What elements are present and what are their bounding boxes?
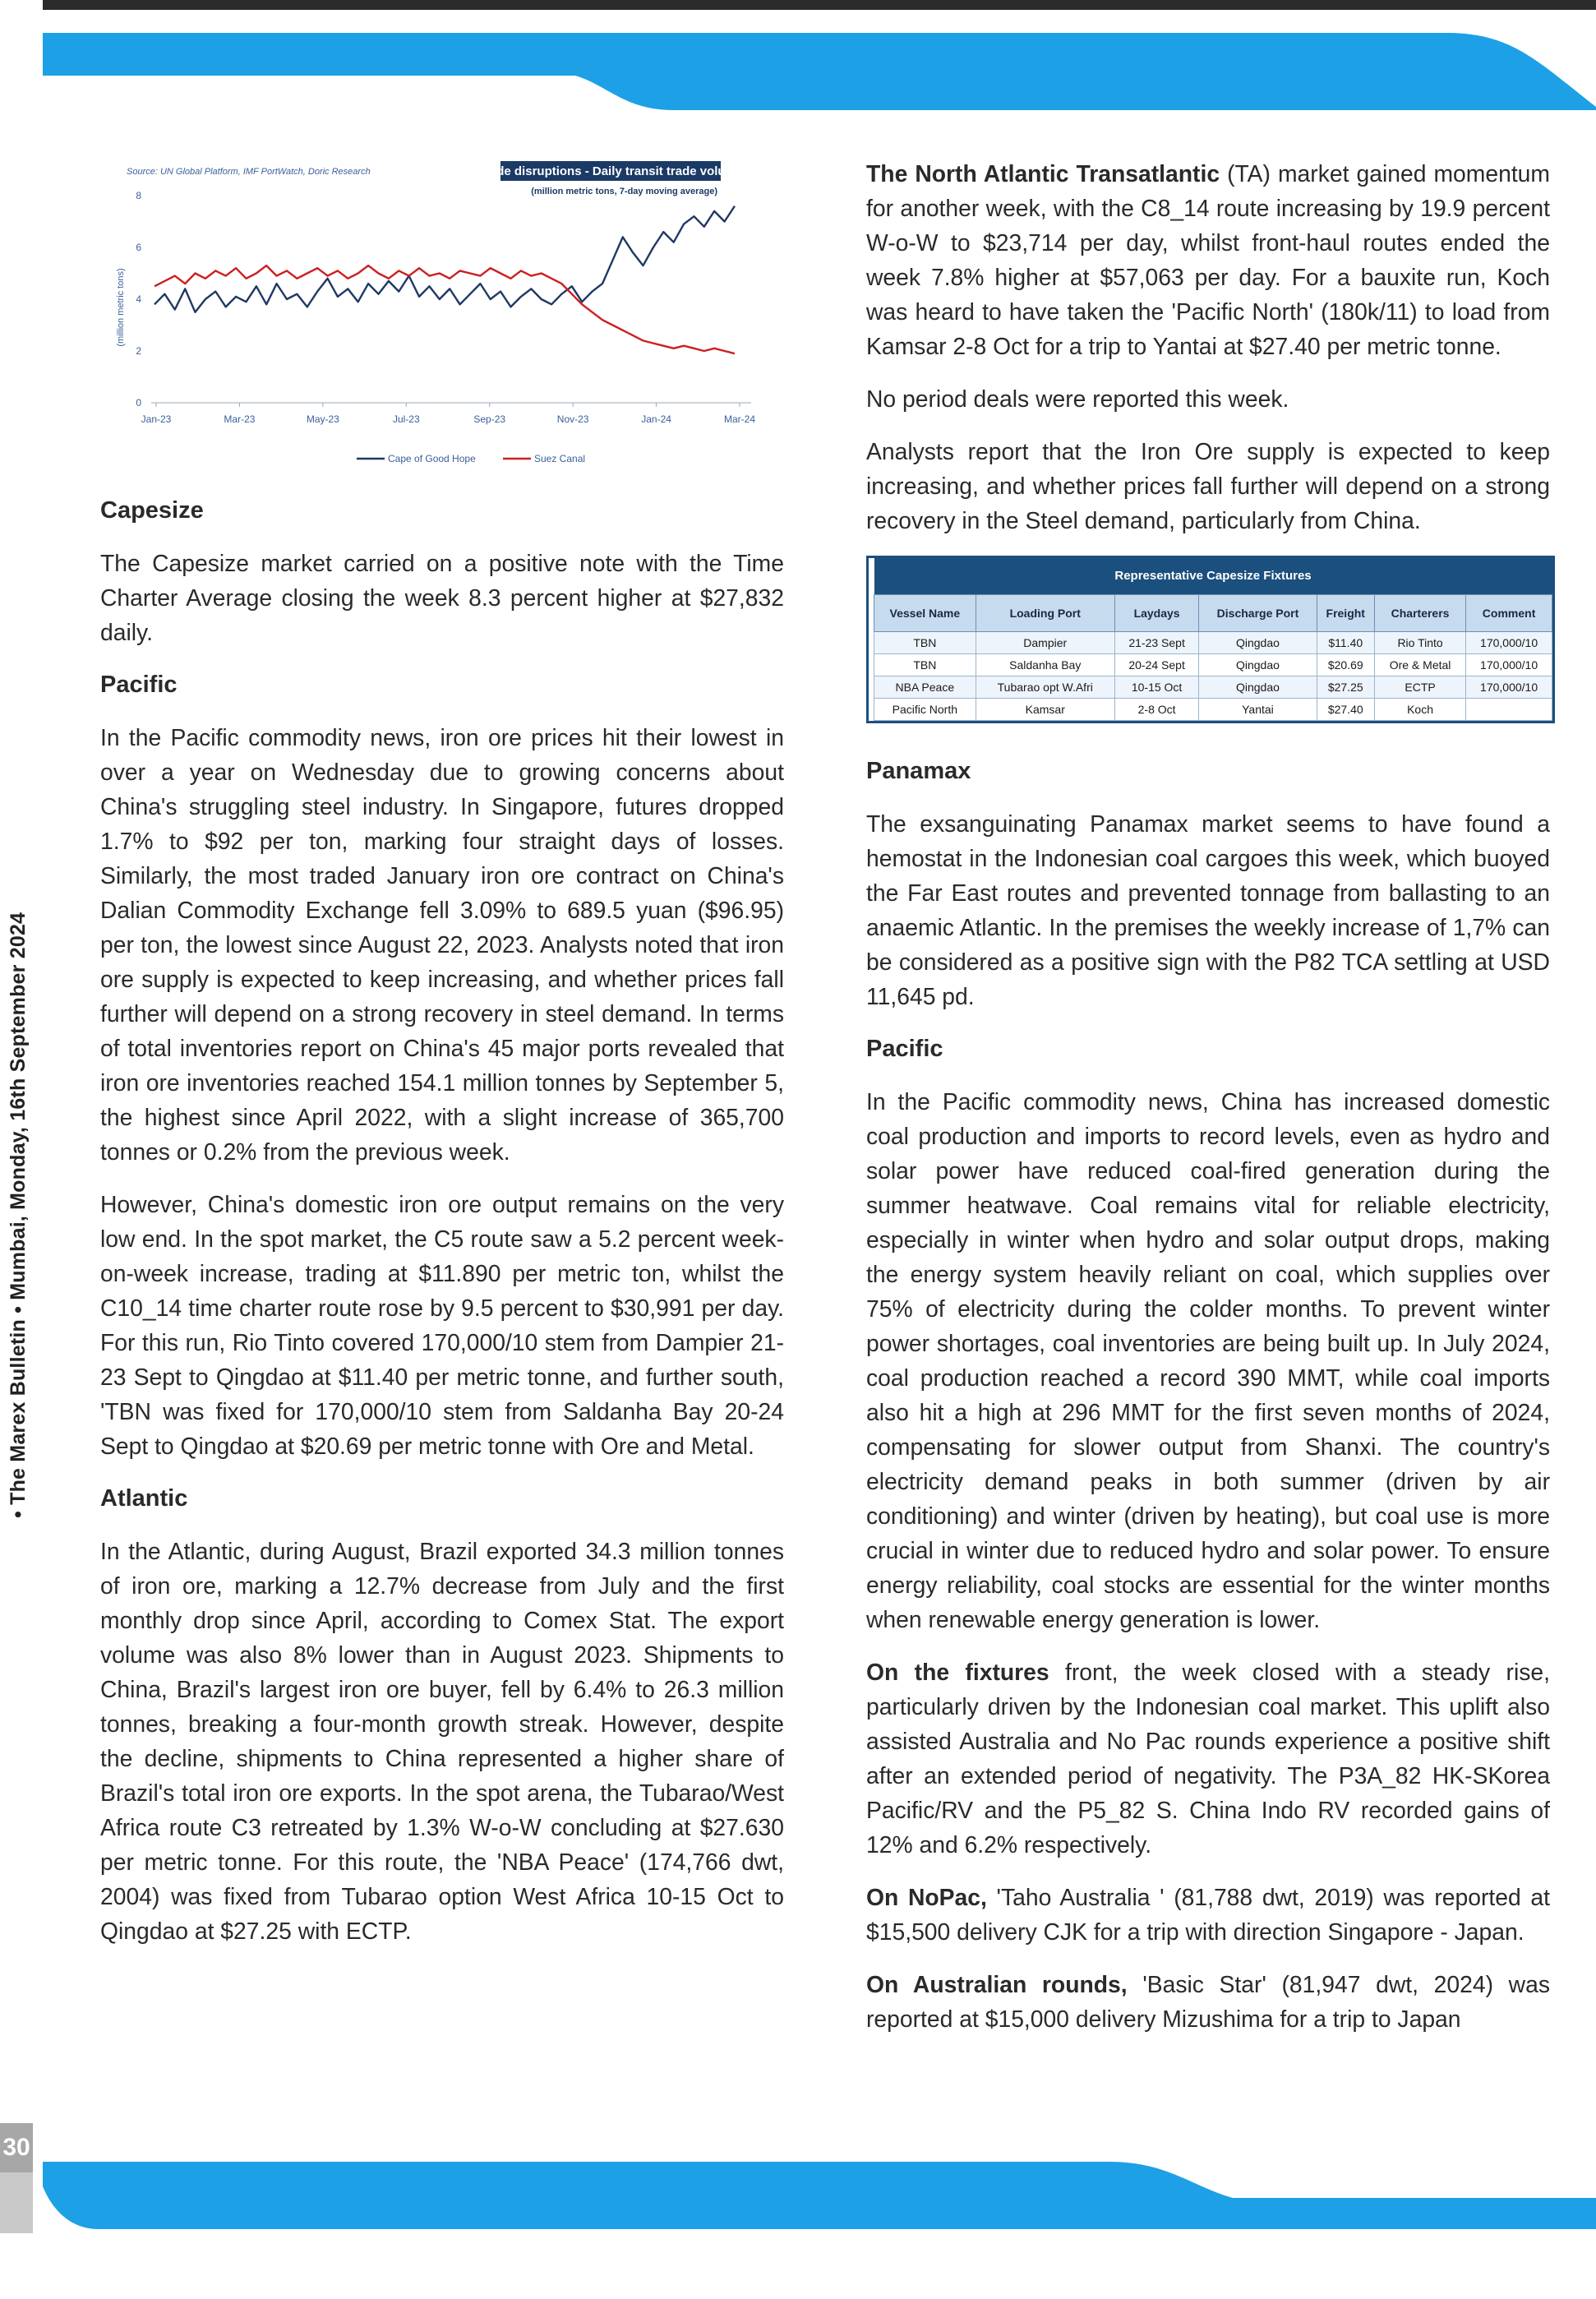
left-column [100,156,784,1966]
lead-nopac: On NoPac, [866,1884,987,1910]
paragraph-period-deals: No period deals were reported this week. [866,385,1289,412]
fixtures-header-cell: Comment [1466,595,1552,632]
table-cell [1466,699,1552,721]
text-transatlantic: (TA) market gained momentum for another week, with the C8_14 route increasing by 19.9 percent W-o-W to $23,714 per day, whilst front-haul routes ended the week 7.8% higher at $57,063 per day. For a bauxite run, Koch was heard to have taken the 'Pacific North' (180k/11) to load from Kamsar 2-8 Oct for a trip to Yantai at $27.40 per metric tonne. [866,160,1550,359]
fixtures-header-cell: Loading Port [976,595,1114,632]
table-cell: TBN [874,654,976,676]
table-cell: 170,000/10 [1466,676,1552,699]
chart-x-tick-label: Nov-23 [556,413,589,425]
lead-transatlantic: The North Atlantic Transatlantic [866,160,1220,187]
legend-label: Cape of Good Hope [388,453,476,464]
paragraph-analysts: Analysts report that the Iron Ore supply is expected to keep increasing, and whether prices fall further will depend on a strong recovery in the Steel demand, particularly from China. [866,438,1550,533]
fixtures-header-cell: Laydays [1114,595,1199,632]
table-cell: 10-15 Oct [1114,676,1199,699]
legend-label: Suez Canal [534,453,586,464]
fixtures-header-cell: Vessel Name [874,595,976,632]
chart-x-tick-label: Jul-23 [392,413,420,425]
table-cell: Qingdao [1199,632,1317,654]
fixtures-table-title: Representative Capesize Fixtures [874,558,1552,595]
lead-australian-rounds: On Australian rounds, [866,1971,1128,1997]
heading-atlantic: Atlantic [100,1485,188,1512]
paragraph-pacific-iron-ore: In the Pacific commodity news, iron ore prices hit their lowest in over a year on Wednesday due to growing concerns about China's struggling steel industry. In Singapore, futures dropped 1.7% to $92 per ton, marking four straight days of losses. Similarly, the most traded January iron ore contract on China's Dalian Commodity Exchange fell 3.09% to 689.5 yuan ($96.95) per ton, the lowest since August 22, 2023. Analysts noted that iron ore supply is expected to keep increasing, and whether prices fall further will depend on a strong recovery in steel demand. In terms of total inventories report on China's 45 major ports revealed that iron ore inventories reached 154.1 million tonnes by September 5, the highest since April 2022, with a slight increase of 365,700 tonnes or 0.2% from the previous week. [100,724,784,1165]
paragraph-nopac [866,1880,1550,1949]
trade-disruption-chart [94,156,784,477]
fixtures-header-cell: Charterers [1374,595,1465,632]
chart-svg [94,156,784,477]
paragraph-capesize-intro: The Capesize market carried on a positive note with the Time Charter Average closing the week 8.3 percent higher at $27,832 daily. [100,550,784,645]
table-cell: NBA Peace [874,676,976,699]
chart-title: Trade disruptions - Daily transit trade volume [477,164,744,178]
table-cell: Kamsar [976,699,1114,721]
bulletin-side-label: • The Marex Bulletin • Mumbai, Monday, 16th September 2024 [7,912,30,1518]
heading-pacific-panamax: Pacific [866,1036,943,1062]
fixtures-table-frame [866,556,1555,723]
bottom-blue-wave [0,2154,1596,2229]
series-cape-of-good-hope-line [155,206,735,312]
text-australian-rounds: 'Basic Star' (81,947 dwt, 2024) was reported at $15,000 delivery Mizushima for a trip to Japan [866,1971,1550,2032]
top-blue-wave [0,28,1596,110]
table-cell: Saldanha Bay [976,654,1114,676]
paragraph-transatlantic [866,156,1550,363]
chart-y-tick-label: 2 [136,345,141,357]
paragraph-china-output: However, China's domestic iron ore output remains on the very low end. In the spot market, the C5 route saw a 5.2 percent week-on-week increase, trading at $11.890 per metric ton, whilst the C10_14 time charter route rose by 9.5 percent to $30,991 per day. For this run, Rio Tinto covered 170,000/10 stem from Dampier 21-23 Sept to Qingdao at $11.40 per metric tonne, and further south, 'TBN was fixed for 170,000/10 stem from Saldanha Bay 20-24 Sept to Qingdao at $20.69 per metric tonne with Ore and Metal. [100,1191,784,1459]
table-row [874,632,1552,654]
table-cell: 21-23 Sept [1114,632,1199,654]
table-cell: Dampier [976,632,1114,654]
table-cell: Qingdao [1199,676,1317,699]
capesize-fixtures-table-wrap [866,556,1550,732]
fixtures-table-body [874,632,1552,721]
table-cell: 170,000/10 [1466,632,1552,654]
chart-y-tick-label: 0 [136,397,141,409]
table-cell: $27.40 [1317,699,1374,721]
chart-x-tick-label: Sep-23 [473,413,506,425]
table-cell: $20.69 [1317,654,1374,676]
table-cell: Pacific North [874,699,976,721]
table-cell: Rio Tinto [1374,632,1465,654]
table-cell: 170,000/10 [1466,654,1552,676]
page-number-strip [0,2172,33,2233]
capesize-fixtures-table [874,558,1552,721]
table-cell: 20-24 Sept [1114,654,1199,676]
top-dark-bar [43,0,1596,10]
table-cell: Qingdao [1199,654,1317,676]
chart-subtitle: (million metric tons, 7-day moving average) [531,187,717,196]
table-cell: $27.25 [1317,676,1374,699]
lead-fixtures-front: On the fixtures [866,1659,1049,1685]
chart-y-tick-label: 8 [136,190,141,201]
chart-x-tick-label: Jan-24 [641,413,671,425]
chart-y-tick-label: 4 [136,293,141,305]
paragraph-pacific-coal: In the Pacific commodity news, China has increased domestic coal production and imports to record levels, even as hydro and solar power have reduced coal-fired generation during the summer heatwave. Coal remains vital for reliable electricity, especially in winter when hydro and solar output drops, making the energy system heavily reliant on coal, which supplies over 75% of electricity during the colder months. To prevent winter power shortages, coal inventories are being built up. In July 2024, coal production reached a record 390 MMT, while coal imports also hit a high at 296 MMT for the first seven months of 2024, compensating for slower output from Shanxi. The country's electricity demand peaks in both summer (driven by air conditioning) and winter (driven by heating), but coal use is more crucial in winter due to reduced hydro and solar power. To ensure energy reliability, coal stocks are essential for the winter months when renewable energy generation is lower. [866,1088,1550,1632]
table-cell: Tubarao opt W.Afri [976,676,1114,699]
heading-capesize: Capesize [100,497,204,524]
table-cell: $11.40 [1317,632,1374,654]
chart-x-tick-label: Mar-24 [723,413,756,425]
table-cell: ECTP [1374,676,1465,699]
text-nopac: 'Taho Australia ' (81,788 dwt, 2019) was reported at $15,500 delivery CJK for a trip with direction Singapore - Japan. [866,1884,1550,1945]
table-row [874,676,1552,699]
paragraph-panamax: The exsanguinating Panamax market seems to have found a hemostat in the Indonesian coal cargoes this week, which buoyed the Far East routes and prevented tonnage from ballasting to an anaemic Atlantic. In the premises the weekly increase of 1,7% can be considered as a positive sign with the P82 TCA settling at USD 11,645 pd. [866,810,1550,1009]
chart-y-tick-label: 6 [136,242,141,253]
table-row [874,654,1552,676]
chart-x-tick-label: May-23 [306,413,339,425]
right-column [866,156,1550,2054]
chart-x-tick-label: Mar-23 [224,413,256,425]
table-cell: Ore & Metal [1374,654,1465,676]
chart-y-axis-label: (million metric tons) [116,268,126,347]
chart-x-tick-label: Jan-23 [141,413,172,425]
table-cell: Koch [1374,699,1465,721]
fixtures-header-cell: Discharge Port [1199,595,1317,632]
table-cell: Yantai [1199,699,1317,721]
table-cell: 2-8 Oct [1114,699,1199,721]
paragraph-australian-rounds [866,1967,1550,2036]
text-fixtures-front: front, the week closed with a steady rise, particularly driven by the Indonesian coal market. This uplift also assisted Australia and No Pac rounds experience a positive shift after an extended period of negativity. The P3A_82 HK-SKorea Pacific/RV and the P5_82 S. China Indo RV recorded gains of 12% and 6.2% respectively. [866,1659,1550,1858]
fixtures-header-cell: Freight [1317,595,1374,632]
chart-source: Source: UN Global Platform, IMF PortWatch, Doric Research [127,167,371,177]
series-suez-canal-line [155,265,735,353]
paragraph-atlantic: In the Atlantic, during August, Brazil exported 34.3 million tonnes of iron ore, marking a 12.7% decrease from July and the first monthly drop since April, according to Comex Stat. The export volume was also 8% lower than in August 2023. Shipments to China, Brazil's largest iron ore buyer, fell by 6.4% to 26.3 million tonnes, breaking a four-month growth streak. However, despite the decline, shipments to China represented a higher share of Brazil's total iron ore exports. In the spot arena, the Tubarao/West Africa route C3 retreated by 1.3% W-o-W concluding at $27.630 per metric tonne. For this route, the 'NBA Peace' (174,766 dwt, 2004) was fixed from Tubarao option West Africa 10-15 Oct to Qingdao at $27.25 with ECTP. [100,1538,784,1944]
table-row [874,699,1552,721]
paragraph-fixtures-front [866,1655,1550,1862]
heading-panamax: Panamax [866,758,971,784]
fixtures-table-header-row [874,595,1552,632]
page-number: 30 [0,2123,33,2172]
table-cell: TBN [874,632,976,654]
heading-pacific: Pacific [100,672,178,698]
